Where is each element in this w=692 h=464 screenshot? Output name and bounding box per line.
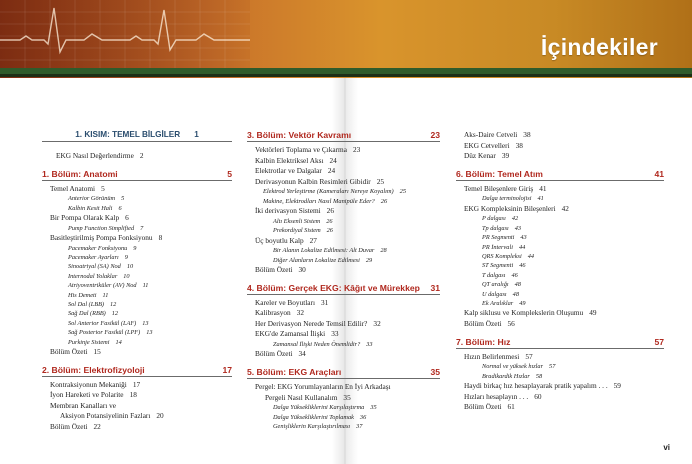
toc-column-3 xyxy=(456,130,664,413)
toc-entry-page: 41 xyxy=(537,195,544,203)
toc-chapter-heading xyxy=(247,283,440,295)
toc-entry-label: T dalgası xyxy=(482,271,506,279)
toc-entry-label: Anterior Görünüm xyxy=(68,195,116,203)
toc-entry-page: 43 xyxy=(514,224,522,232)
toc-entry-label: U dalgası xyxy=(482,290,507,298)
toc-entry-label: Dalga terminolojisi xyxy=(482,195,532,203)
toc-entry-page: 49 xyxy=(519,300,526,308)
toc-entry-label: Elektrotlar ve Dalgalar xyxy=(255,166,322,176)
chapter-title: 4. Bölüm: Gerçek EKG: Kâğıt ve Mürekkep xyxy=(247,282,420,293)
toc-entry-page: 46 xyxy=(511,271,518,279)
spacer xyxy=(247,360,440,367)
toc-entry-page: 11 xyxy=(102,291,109,299)
toc-entry-page: 6 xyxy=(118,204,122,212)
toc-entry-page: 20 xyxy=(156,411,164,421)
toc-entry-page: 39 xyxy=(501,151,510,161)
toc-entry-page: 58 xyxy=(535,372,543,380)
toc-entry-label: Vektörleri Toplama ve Çıkarma xyxy=(255,145,347,154)
toc-entry-page: 6 xyxy=(125,213,129,222)
toc-entry xyxy=(247,413,440,422)
toc-entry-label: Makine, Elektrodları Nasıl Manipüle Eder? xyxy=(263,197,375,205)
toc-entry-page: 33 xyxy=(331,329,339,339)
toc-entry-label: QRS Kompleksi xyxy=(482,253,522,260)
toc-entry-label: ST Segmenti xyxy=(482,262,514,270)
ecg-trace-icon xyxy=(0,0,250,68)
header-dark-stripe xyxy=(0,74,692,77)
toc-entry xyxy=(247,156,440,167)
toc-entry-page: 49 xyxy=(589,308,597,318)
toc-entry xyxy=(456,224,664,233)
toc-entry-page: 43 xyxy=(520,234,527,242)
toc-entry-page: 33 xyxy=(366,340,373,348)
toc-entry-page: 7 xyxy=(140,224,144,232)
toc-column-1 xyxy=(42,130,232,433)
toc-entry-label: Tp dalgası xyxy=(482,224,509,232)
toc-entry-label: Hızın Belirlenmesi xyxy=(464,351,520,361)
toc-entry-page: 24 xyxy=(327,166,336,176)
toc-entry-page: 12 xyxy=(111,310,119,318)
toc-entry xyxy=(456,151,664,162)
toc-entry-label: Sinoatriyal (SA) Nod xyxy=(68,263,121,271)
toc-entry xyxy=(247,298,440,309)
toc-entry xyxy=(42,390,232,401)
toc-entry xyxy=(247,403,440,412)
toc-entry xyxy=(42,194,232,203)
toc-entry-page: 60 xyxy=(534,391,542,401)
toc-entry-label: Purkinje Sistemi xyxy=(68,338,110,346)
toc-entry-label: Bölüm Özeti xyxy=(255,265,293,274)
toc-entry-page: 8 xyxy=(158,233,163,242)
toc-entry-page: 28 xyxy=(380,247,387,255)
toc-entry-page: 18 xyxy=(129,390,137,400)
toc-entry-label: Sağ Posterior Fasikül (LPF) xyxy=(68,329,141,337)
toc-entry-page: 38 xyxy=(523,130,531,139)
toc-entry xyxy=(456,308,664,319)
toc-entry xyxy=(456,141,664,152)
chapter-page: 57 xyxy=(654,336,664,347)
chapter-title: 2. Bölüm: Elektrofizyoloji xyxy=(42,364,145,375)
toc-entry-page: 48 xyxy=(514,281,521,289)
toc-entry-label: Pacemaker Fonksiyonu xyxy=(68,244,128,252)
toc-entry xyxy=(456,280,664,289)
toc-entry-label: Bölüm Özeti xyxy=(255,349,293,359)
toc-chapter-heading xyxy=(42,365,232,377)
toc-entry-page: 42 xyxy=(561,203,569,213)
toc-entry-label: QT aralığı xyxy=(482,281,509,289)
toc-entry-label: EKG Cetvelleri xyxy=(464,140,510,150)
spacer xyxy=(456,162,664,169)
toc-entry xyxy=(456,372,664,381)
header-banner xyxy=(0,0,692,78)
chapter-page: 35 xyxy=(430,366,440,377)
toc-entry-page: 44 xyxy=(518,243,526,251)
toc-entry-label: P dalgası xyxy=(482,215,506,223)
toc-entry-page: 29 xyxy=(365,256,373,264)
toc-chapter-heading xyxy=(247,130,440,142)
spacer xyxy=(42,162,232,169)
toc-entry xyxy=(456,402,664,413)
toc-entry-page: 59 xyxy=(613,381,621,391)
toc-entry xyxy=(247,319,440,330)
toc-entry-page: 14 xyxy=(115,338,122,346)
toc-entry-label: Ek Aralıklar xyxy=(482,300,514,308)
chapter-page: 17 xyxy=(222,364,232,375)
toc-entry xyxy=(456,252,664,261)
part-page: 1 xyxy=(194,130,199,139)
toc-entry-label: Basitleştirilmiş Pompa Fonksiyonu xyxy=(50,233,153,242)
chapter-page: 5 xyxy=(227,168,232,179)
toc-entry xyxy=(42,213,232,224)
toc-entry xyxy=(247,226,440,235)
toc-entry xyxy=(247,349,440,360)
toc-entry xyxy=(42,244,232,253)
toc-entry xyxy=(42,291,232,300)
toc-column-2 xyxy=(247,130,440,431)
toc-entry-label: Dalga Yüksekliklerini Karşılaştırma xyxy=(273,404,365,412)
toc-entry-label: Pergel: EKG Yorumlayanların En İyi Arkadaşı xyxy=(255,381,391,391)
toc-entry xyxy=(42,401,232,412)
toc-entry-page: 41 xyxy=(539,183,547,193)
toc-entry-page: 13 xyxy=(142,319,149,327)
toc-entry-page: 35 xyxy=(370,404,377,412)
toc-entry-label: Altı Eksenli Sistem xyxy=(273,217,321,225)
toc-entry-page: 5 xyxy=(121,195,125,203)
toc-entry xyxy=(42,184,232,195)
toc-entry-page: 37 xyxy=(356,422,363,430)
toc-entry xyxy=(42,347,232,358)
toc-entry-label: EKG Kompleksinin Bileşenleri xyxy=(464,203,556,213)
toc-entry-page: 30 xyxy=(298,265,306,274)
toc-entry-label: Zamansal İlişki Neden Önemlidir? xyxy=(273,340,361,348)
toc-entry-label: Her Derivasyon Nerede Temsil Edilir? xyxy=(255,318,368,328)
toc-entry xyxy=(456,319,664,330)
toc-entry-page: 27 xyxy=(309,235,317,245)
toc-entry-page: 25 xyxy=(399,188,407,196)
toc-entry xyxy=(42,262,232,271)
toc-entry-page: 26 xyxy=(326,217,333,225)
toc-entry-label: Haydi birkaç hız hesaplayarak pratik yapalım . . . xyxy=(464,381,608,391)
toc-entry xyxy=(247,187,440,196)
toc-entry-label: Normal ve yüksek hızlar xyxy=(482,363,544,371)
toc-entry-page: 36 xyxy=(359,413,367,421)
toc-entry-label: Sol Dal (LBB) xyxy=(68,301,105,309)
spacer xyxy=(42,358,232,365)
page-number: vi xyxy=(663,443,670,452)
spacer xyxy=(456,330,664,337)
toc-chapter-heading xyxy=(456,169,664,181)
toc-entry-label: Pergeli Nasıl Kullanalım xyxy=(265,392,338,402)
toc-chapter-heading xyxy=(456,337,664,349)
toc-entry-label: Genişliklerin Karşılaştırılması xyxy=(273,422,351,430)
toc-entry xyxy=(42,204,232,213)
toc-entry-label: Dalga Yüksekliklerini Toplamak xyxy=(273,413,354,421)
toc-entry xyxy=(456,392,664,403)
toc-entry xyxy=(247,246,440,255)
chapter-title: 3. Bölüm: Vektör Kavramı xyxy=(247,130,352,140)
toc-entry xyxy=(247,422,440,431)
toc-entry xyxy=(247,145,440,156)
toc-entry-label: Kareler ve Boyutları xyxy=(255,297,315,307)
toc-entry xyxy=(247,329,440,340)
toc-entry-label: Bradikardik Hızlar xyxy=(482,372,530,380)
chapter-title: 5. Bölüm: EKG Araçları xyxy=(247,366,342,377)
toc-entry-page: 9 xyxy=(133,244,137,252)
toc-entry-page: 26 xyxy=(380,197,388,205)
toc-entry xyxy=(456,290,664,299)
toc-entry-label: İki derivasyon Sistemi xyxy=(255,206,321,216)
toc-entry-page: 25 xyxy=(376,176,385,186)
toc-entry-label: Bir Alanın Lokalize Edilmesi: Alt Duvar xyxy=(273,247,375,255)
toc-entry-page: 22 xyxy=(93,422,101,432)
toc-entry xyxy=(42,380,232,391)
toc-entry-label: Sağ Dal (RBB) xyxy=(68,310,106,318)
chapter-page: 41 xyxy=(654,168,664,179)
toc-entry-page: 17 xyxy=(132,379,141,389)
toc-entry xyxy=(456,271,664,280)
toc-entry xyxy=(42,272,232,281)
toc-entry-page: 32 xyxy=(296,308,304,318)
toc-entry-label: Hızları hesaplayın . . . xyxy=(464,391,529,401)
toc-entry-label: EKG Nasıl Değerlendirme xyxy=(56,151,134,160)
toc-entry-page: 13 xyxy=(146,329,153,337)
toc-entry-page: 11 xyxy=(142,282,149,290)
toc-entry-label: Düz Kenar xyxy=(464,151,496,161)
toc-entry xyxy=(456,204,664,215)
toc-entry-label: Kalibrasyon xyxy=(255,308,291,318)
toc-entry-label: PR Segmenti xyxy=(482,234,515,242)
toc-entry xyxy=(42,338,232,347)
toc-entry xyxy=(42,253,232,262)
toc-entry-page: 61 xyxy=(507,402,515,412)
toc-entry-label: Bölüm Özeti xyxy=(50,347,88,357)
toc-entry-label: Atriyoventriküler (AV) Nod xyxy=(68,282,137,290)
toc-entry-label: Bölüm Özeti xyxy=(464,402,502,412)
toc-entry-label: Kalbin Elektriksel Aksı xyxy=(255,155,324,165)
part-title: 1. KISIM: TEMEL BİLGİLER xyxy=(75,130,181,139)
toc-entry-label: Internodal Yolaklar xyxy=(68,272,118,280)
toc-entry xyxy=(247,340,440,349)
toc-entry xyxy=(247,265,440,276)
toc-entry-label: Aksiyon Potansiyelinin Fazları xyxy=(60,411,151,421)
toc-entry xyxy=(42,281,232,290)
toc-entry xyxy=(247,256,440,265)
toc-entry-label: Pacemaker Ayarları xyxy=(68,254,119,261)
toc-entry xyxy=(456,214,664,223)
toc-entry-label: Prekordiyal Sistem xyxy=(273,227,321,235)
toc-entry-page: 46 xyxy=(519,262,526,270)
chapter-title: 6. Bölüm: Temel Atım xyxy=(456,168,543,179)
toc-part-heading xyxy=(42,130,232,142)
toc-entry xyxy=(456,299,664,308)
toc-entry-page: 34 xyxy=(298,349,306,359)
toc-entry-page: 57 xyxy=(525,351,533,361)
spacer xyxy=(247,276,440,283)
toc-entry xyxy=(247,308,440,319)
chapter-page: 23 xyxy=(430,130,440,140)
toc-entry-label: Temel Bileşenlere Giriş xyxy=(464,183,534,193)
toc-entry-page: 23 xyxy=(352,145,361,154)
toc-entry xyxy=(42,309,232,318)
toc-entry-label: Kalp siklusu ve Komplekslerin Oluşumu xyxy=(464,308,584,318)
toc-entry-label: Üç boyutlu Kalp xyxy=(255,235,304,245)
toc-entry xyxy=(456,362,664,371)
toc-entry xyxy=(247,197,440,206)
toc-entry xyxy=(42,300,232,309)
toc-entry xyxy=(247,393,440,404)
toc-entry-page: 42 xyxy=(511,215,519,223)
toc-entry-label: His Demeti xyxy=(68,291,97,299)
toc-entry-page: 5 xyxy=(101,183,105,193)
toc-entry-page: 24 xyxy=(329,155,337,165)
toc-entry xyxy=(42,224,232,233)
toc-entry xyxy=(456,130,664,141)
chapter-page: 31 xyxy=(430,282,440,293)
toc-entry xyxy=(247,206,440,217)
toc-entry xyxy=(42,411,232,422)
toc-entry xyxy=(42,328,232,337)
toc-entry-page: 15 xyxy=(93,347,101,357)
page-title: İçindekiler xyxy=(540,34,658,60)
toc-entry xyxy=(456,261,664,270)
toc-entry-page: 12 xyxy=(110,301,117,309)
toc-entry-page: 2 xyxy=(139,151,144,160)
toc-entry-label: Sol Anterior Fasikül (LAF) xyxy=(68,319,137,327)
toc-entry-label: PR İntervali xyxy=(482,243,513,251)
toc-entry-label: Pump Function Simplified xyxy=(68,224,135,232)
toc-entry-page: 56 xyxy=(507,319,515,329)
toc-entry-page: 57 xyxy=(549,363,556,371)
toc-entry xyxy=(456,194,664,203)
toc-chapter-heading xyxy=(247,367,440,379)
toc-entry-label: Elektrod Yerleştirme (Kameraları Nereye Koyalım) xyxy=(263,188,394,196)
toc-entry-label: Kontraksiyonun Mekaniği xyxy=(50,379,127,389)
toc-entry xyxy=(456,243,664,252)
toc-entry-page: 38 xyxy=(515,140,523,150)
toc-entry-label: Derivasyonun Kalbin Resimleri Gibidir xyxy=(255,176,371,186)
toc-entry-label: Bir Pompa Olarak Kalp xyxy=(50,213,120,222)
toc-entry xyxy=(456,381,664,392)
chapter-title: 7. Bölüm: Hız xyxy=(456,336,511,347)
toc-entry xyxy=(247,177,440,188)
ecg-photo-strip xyxy=(0,0,250,78)
toc-entry-label: İyon Hareketi ve Polarite xyxy=(50,390,124,400)
toc-entry xyxy=(247,166,440,177)
toc-entry-page: 48 xyxy=(512,290,519,298)
toc-entry-page: 31 xyxy=(320,297,329,307)
chapter-title: 1. Bölüm: Anatomi xyxy=(42,168,118,179)
toc-entry-page: 10 xyxy=(126,263,134,271)
toc-entry xyxy=(42,233,232,244)
toc-entry-page: 44 xyxy=(527,253,534,260)
toc-entry-page: 26 xyxy=(326,206,334,216)
toc-entry xyxy=(456,233,664,242)
toc-entry xyxy=(247,217,440,226)
toc-entry-label: Bölüm Özeti xyxy=(50,422,88,432)
toc-entry xyxy=(456,184,664,195)
toc-entry-page: 26 xyxy=(326,227,333,235)
toc-entry xyxy=(42,422,232,433)
toc-entry-page: 10 xyxy=(123,272,130,280)
toc-entry-page: 32 xyxy=(373,318,381,328)
toc-entry-label: Temel Anatomi xyxy=(50,183,96,193)
toc-entry-label: EKG'de Zamansal İlişki xyxy=(255,329,326,339)
toc-chapter-heading xyxy=(42,169,232,181)
toc-entry-label: Aks-Daire Cetveli xyxy=(464,130,518,139)
toc-entry xyxy=(42,151,232,162)
toc-entry-label: Membran Kanalları ve xyxy=(50,400,117,410)
toc-entry xyxy=(247,382,440,393)
toc-entry xyxy=(42,319,232,328)
toc-entry xyxy=(247,236,440,247)
toc-entry-page: 35 xyxy=(343,392,351,402)
toc-entry-label: Kalbin Kesit Hali xyxy=(68,204,113,212)
toc-entry-page: 9 xyxy=(124,254,128,261)
toc-entry xyxy=(456,352,664,363)
toc-entry-label: Diğer Alanların Lokalize Edilmesi xyxy=(273,256,360,264)
toc-entry-label: Bölüm Özeti xyxy=(464,319,502,329)
